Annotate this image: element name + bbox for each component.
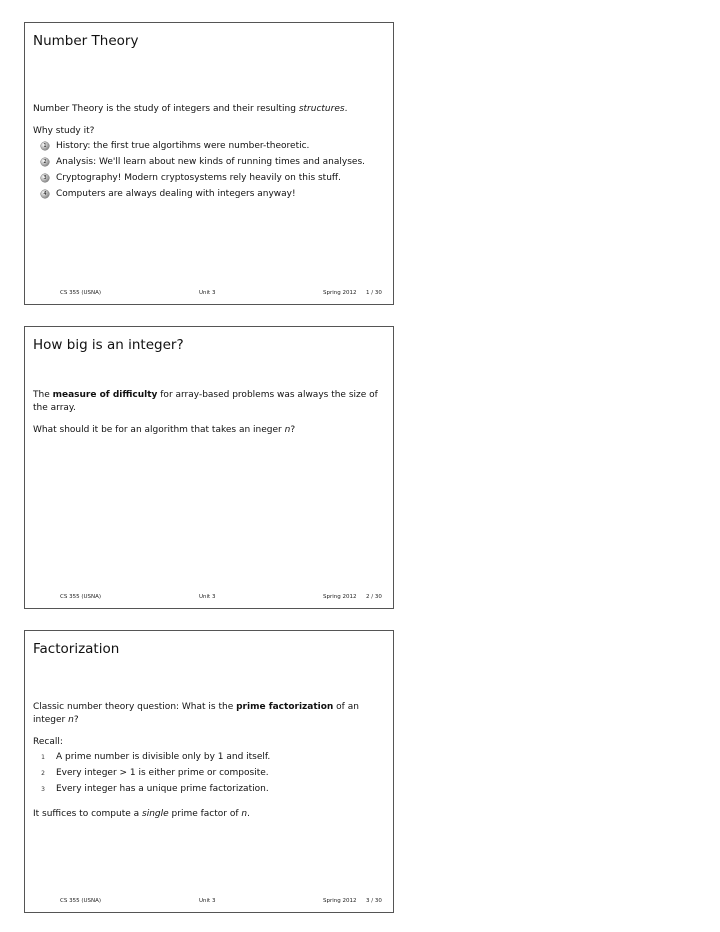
difficulty-paragraph: The measure of difficulty for array-based problems was always the size of the array.: [33, 390, 378, 413]
small-number-icon: 1: [41, 754, 45, 761]
numbered-ball-icon: 1: [41, 142, 49, 150]
slide-title: Factorization: [33, 641, 120, 657]
variable-n: n: [68, 715, 74, 725]
slide-footer: [25, 594, 393, 602]
small-number-icon: 3: [41, 786, 45, 793]
question-paragraph: Classic number theory question: What is the prime factorization of an integer n?: [33, 702, 359, 725]
why-heading: Why study it?: [33, 126, 95, 136]
emphasis: single: [142, 809, 169, 819]
list-item: 1 History: the first true algortihms were number-theoretic.: [33, 140, 385, 153]
footer-term: Spring 2012: [323, 290, 357, 296]
conclusion-paragraph: It suffices to compute a single prime factor of n.: [33, 809, 250, 819]
bold-term: prime factorization: [236, 702, 334, 712]
footer-course: CS 355 (USNA): [60, 898, 102, 904]
list-item: 3 Every integer has a unique prime factorization.: [33, 783, 385, 796]
footer-page-number: 1 / 30: [366, 290, 382, 296]
slide-body: [33, 389, 385, 446]
footer-page-number: 3 / 30: [366, 898, 382, 904]
list-item: 3 Cryptography! Modern cryptosystems rely heavily on this stuff.: [33, 172, 385, 185]
reasons-list: [33, 140, 385, 201]
numbered-ball-icon: 4: [41, 190, 49, 198]
numbered-ball-icon: 2: [41, 158, 49, 166]
recall-heading: Recall:: [33, 737, 63, 747]
slide-body: [33, 103, 385, 204]
slide-footer: [25, 898, 393, 906]
footer-term: Spring 2012: [323, 898, 357, 904]
footer-unit: Unit 3: [199, 290, 216, 296]
intro-end: .: [344, 104, 348, 114]
slide-footer: [25, 290, 393, 298]
slide-title: How big is an integer?: [33, 337, 184, 353]
intro-emphasis: structures: [298, 104, 345, 114]
list-item: 1 A prime number is divisible only by 1 and itself.: [33, 751, 385, 764]
footer-unit: Unit 3: [199, 898, 216, 904]
variable-n: n: [284, 425, 291, 435]
list-item: 2 Every integer > 1 is either prime or composite.: [33, 767, 385, 780]
slide-3: [24, 630, 394, 913]
footer-unit: Unit 3: [199, 594, 216, 600]
recall-list: [33, 751, 385, 796]
intro-text: Number Theory is the study of integers and their resulting: [33, 104, 299, 114]
slide-body: [33, 701, 385, 830]
footer-page-number: 2 / 30: [366, 594, 382, 600]
question-paragraph: What should it be for an algorithm that takes an ineger n?: [33, 425, 296, 435]
slide-1: [24, 22, 394, 305]
footer-course: CS 355 (USNA): [60, 290, 102, 296]
footer-course: CS 355 (USNA): [60, 594, 102, 600]
list-item: 4 Computers are always dealing with integers anyway!: [33, 188, 385, 201]
small-number-icon: 2: [41, 770, 45, 777]
variable-n: n: [241, 809, 248, 819]
list-item: 2 Analysis: We'll learn about new kinds of running times and analyses.: [33, 156, 385, 169]
footer-term: Spring 2012: [323, 594, 357, 600]
intro-paragraph: [33, 103, 385, 116]
numbered-ball-icon: 3: [41, 174, 49, 182]
bold-term: measure of difficulty: [52, 390, 158, 400]
slide-2: [24, 326, 394, 609]
slide-title: Number Theory: [33, 33, 139, 49]
